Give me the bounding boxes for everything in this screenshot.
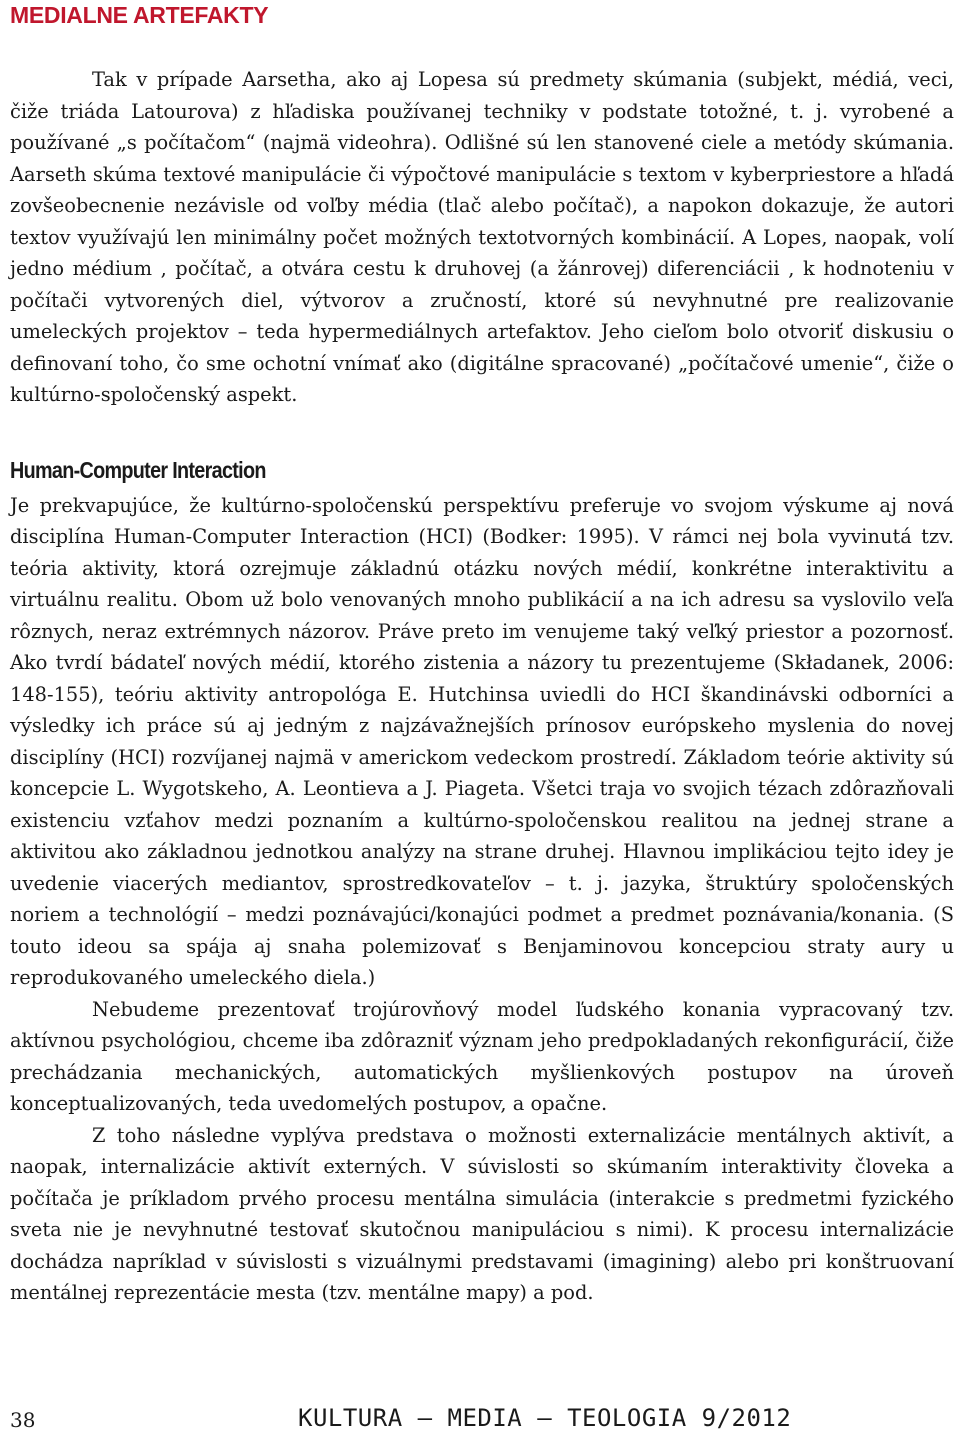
subheading-hci: Human-Computer Interaction: [10, 456, 266, 483]
paragraph-intro: Tak v prípade Aarsetha, ako aj Lopesa sú predmety skúmania (subjekt, médiá, veci, čiže triáda Latourova) z hľadiska používanej techniky v podstate totožné, t. j. vyrobené a používané „s počítačom“ (najmä videohra). Odlišné sú len stanovené ciele a metódy skúmania. Aarseth skúma textové manipulácie či výpočtové manipulácie s textom v kyberpriestore a hľadá zovšeobecnenie nezávisle od voľby média (tlač alebo počítač), a napokon dokazuje, že autori textov využívajú len minimálny počet možných textotvorných kombinácií. A Lopes, naopak, volí jedno médium , počítač, a otvára cestu k druhovej (a žánrovej) diferenciácii , k hodnoteniu v počítači vytvorených diel, výtvorov a zručností, ktoré sú nevyhnutné pre realizovanie umeleckých projektov – teda hypermediálnych artefaktov. Jeho cieľom bolo otvoriť diskusiu o definovaní toho, čo sme ochotní vnímať ako (digitálne spracované) „počítačové umenie“, čiže o kultúrno-spoločenský aspekt.: [10, 68, 954, 406]
paragraph-hci: Je prekvapujúce, že kultúrno-spoločenskú perspektívu preferuje vo svojom výskume aj nová disciplína Human-Computer Interaction (HCI) (Bodker: 1995). V rámci nej bola vyvinutá tzv. teória aktivity, ktorá ozrejmuje základnú otázku nových médií, konkrétne interaktivitu a virtuálnu realitu. Obom už bolo venovaných mnoho publikácií a na ich adresu sa vyslovilo veľa rôznych, neraz extrémnych názorov. Práve preto im venujeme taký veľký priestor a pozornosť. Ako tvrdí bádateľ nových médií, ktorého zistenia a názory tu prezentujeme (Składanek, 2006: 148-155), teóriu aktivity antropológa E. Hutchinsa uviedli do HCI škandinávski odborníci a výsledky ich práce sú aj jedným z najzávažnejších prínosov európskeho myslenia do novej disciplíny (HCI) rozvíjanej najmä v americkom vedeckom prostredí. Základom teórie aktivity sú koncepcie L. Wygotskeho, A. Leontieva a J. Piageta. Všetci traja vo svojich tézach zdôrazňovali existenciu vzťahov medzi poznaním a kultúrno-spoločenskou realitou na jednej strane a aktivitou ako základnou jednotkou analýzy na strane druhej. Hlavnou implikáciou tejto idey je uvedenie viacerých mediantov, sprostredkovateľov – t. j. jazyka, štruktúry spoločenských noriem a technológií – medzi poznávajúci/konajúci podmet a predmet poznávania/konania. (S touto ideou sa spája aj snaha polemizovať s Benjaminovou koncepciou straty aury u reprodukovaného umeleckého diela.): [10, 493, 954, 989]
paragraph-externalization: Z toho následne vyplýva predstava o možnosti externalizácie mentálnych aktivít, a naopak, internalizácie aktivít externých. V súvislosti so skúmaním interaktivity človeka a počítača je príkladom prvého procesu mentálna simulácia (interakcie s predmetmi fyzického sveta nie je nevyhnutné testovať skutočnou manipuláciou s nimi). K procesu internalizácie dochádza napríklad v súvislosti s vizuálnymi predstavami (imagining) alebo pri konštruovaní mentálnej reprezentácie mesta (tzv. mentálne mapy) a pod.: [10, 1123, 954, 1304]
page-number: 38: [10, 1408, 36, 1432]
section-title: MEDIALNE ARTEFAKTY: [10, 2, 269, 28]
journal-title: KULTURA – MEDIA – TEOLOGIA 9/2012: [298, 1404, 792, 1432]
paragraph-model: Nebudeme prezentovať trojúrovňový model ľudského konania vypracovaný tzv. aktívnou psychológiou, chceme iba zdôrazniť význam jeho predpokladaných rekonfigurácií, čiže prechádzania mechanických, automatických myšlienkových postupov na úroveň konceptualizovaných, teda uvedomelých postupov, a opačne.: [10, 997, 954, 1115]
article-body: [10, 64, 954, 1309]
